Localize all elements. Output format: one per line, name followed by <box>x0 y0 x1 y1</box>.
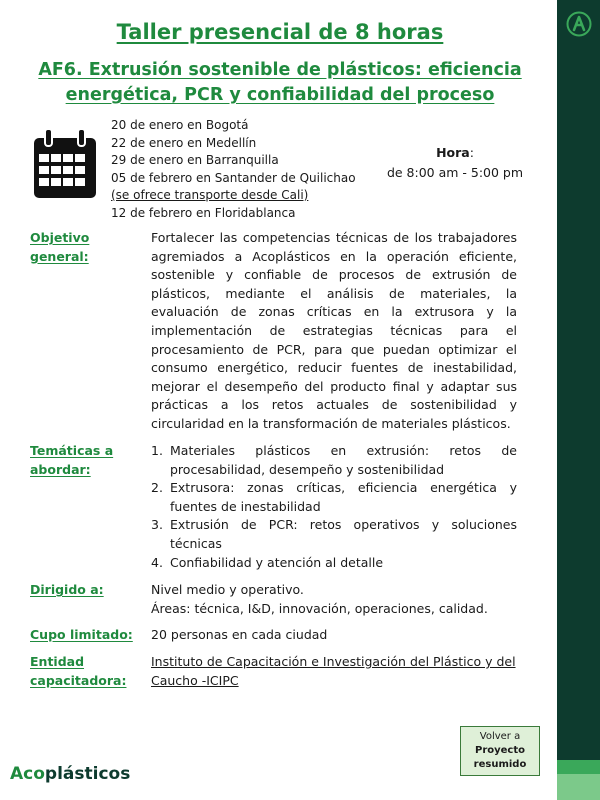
acoplasticos-logo: Acoplásticos <box>10 764 131 784</box>
list-item: 4. Confiabilidad y atención al detalle <box>151 554 384 570</box>
dates-list <box>111 117 371 222</box>
objective-text: Fortalecer las competencias técnicas de los trabajadores agremiados a Acoplásticos en la operación eficiente, sostenible y confiable de procesos de extrusión de plásticos, mediante el análisis de materiales, la evaluación de zonas críticas en la extrusora y la implementación de estrategias técnicas para el procesamiento de PCR, para que puedan optimizar el consumo energético, reducir fuentes de inestabilidad, mejorar el desempeño del producto final y adaptar sus prácticas a los retos actuales de sostenibilidad y circularidad en la transformación de materiales plásticos. <box>151 230 517 431</box>
entity-link[interactable]: Instituto de Capacitación e Investigación del Plástico y del Caucho -ICIPC <box>151 654 516 688</box>
hour-label: Hora <box>436 145 470 160</box>
entity-label: Entidad capacitadora: <box>30 654 127 688</box>
schedule-hours <box>380 143 530 183</box>
hour-colon: : <box>469 145 474 160</box>
list-item: 2. Extrusora: zonas críticas, eficiencia energética y fuentes de inestabilidad <box>151 480 517 514</box>
calendar-icon <box>32 128 98 200</box>
hour-value: de 8:00 am - 5:00 pm <box>386 165 524 180</box>
date-barranquilla: 29 de enero en Barranquilla <box>111 153 279 167</box>
acoplasticos-badge-icon <box>566 11 592 37</box>
list-item: 3. Extrusión de PCR: retos operativos y soluciones técnicas <box>151 517 517 551</box>
date-medellin: 22 de enero en Medellín <box>111 135 257 150</box>
back-to-summary-button[interactable]: Volver a Proyecto resumido <box>460 726 540 776</box>
audience-label: Dirigido a: <box>30 582 104 597</box>
list-item: 1. Materiales plásticos en extrusión: retos de procesabilidad, desempeño y sostenibilidad <box>151 443 517 477</box>
side-band-accent-light <box>557 774 600 800</box>
course-title: AF6. Extrusión sostenible de plásticos: eficiencia energética, PCR y confiabilidad del proceso <box>38 60 522 105</box>
side-band-accent <box>557 760 600 774</box>
side-band <box>557 0 600 800</box>
page-title: Taller presencial de 8 horas <box>116 20 444 44</box>
objective-label: Objetivo general: <box>30 230 90 264</box>
date-santander: 05 de febrero en Santander de Quilichao <box>111 170 356 185</box>
date-floridablanca: 12 de febrero en Floridablanca <box>111 205 296 220</box>
audience-line-2: Áreas: técnica, I&D, innovación, operaciones, calidad. <box>151 600 488 616</box>
topics-label: Temáticas a abordar: <box>30 443 114 477</box>
topics-list <box>151 442 517 572</box>
date-bogota: 20 de enero en Bogotá <box>111 118 249 132</box>
audience-text <box>151 581 517 618</box>
capacity-label: Cupo limitado: <box>30 627 133 642</box>
audience-line-1: Nivel medio y operativo. <box>151 582 304 597</box>
capacity-text: 20 personas en cada ciudad <box>151 627 328 642</box>
transport-note-link[interactable]: (se ofrece transporte desde Cali) <box>111 188 309 202</box>
